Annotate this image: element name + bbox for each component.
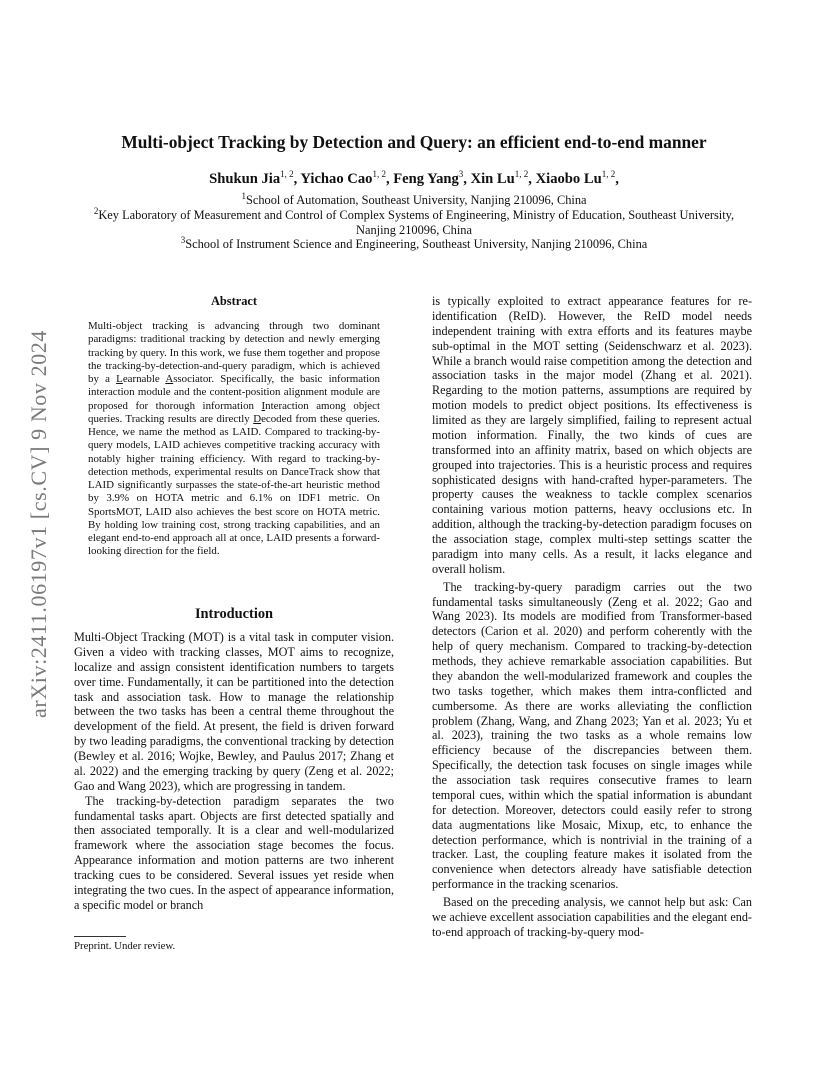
author-affiliation-mark: 1, 2: [601, 169, 616, 180]
affiliation-number: 1: [241, 190, 246, 201]
abstract-text-1: Multi-object tracking is advancing through two dominant paradigms: traditional tracking by detection and newly emerging tracking by query. In this work, we fuse them together and propose the tracking-by-detection-and-query paradigm, which is achieved by a: [88, 320, 380, 385]
affiliation-1: [90, 190, 738, 208]
footnote-rule: [74, 936, 126, 937]
arxiv-identifier: arXiv:2411.06197v1 [cs.CV] 9 Nov 2024: [26, 329, 51, 719]
affiliation-text: Key Laboratory of Measurement and Control of Complex Systems of Engineering, Ministry of Education, Southeast University, Nanjing 210096, China: [98, 208, 735, 237]
author-affiliation-mark: 1, 2: [372, 169, 386, 180]
affiliation-number: 2: [93, 205, 99, 216]
arxiv-sidebar: [28, 286, 50, 762]
affiliation-3: [90, 234, 738, 252]
body-paragraph-1: is typically exploited to extract appearance features for re-identification (ReID). However, the ReID model needs independent training with extra efforts and its features maybe sub-optimal in the MOT setting (Seidenschwarz et al. 2023). While a branch would raise competition among the detection and association tasks in the major model (Zhang et al. 2021). Regarding to the motion patterns, assumptions are required by motion models to predict object positions. Its effectiveness is limited as they are largely simplified, failing to represent actual motion information. Finally, the two kinds of cues are transformed into an affinity matrix, based on which objects are grouped into trajectories. This is a heuristic process and requires sophisticated designs with hand-crafted hyper-parameters. The property causes the weakness to tackle complex scenarios containing various motion patterns, heavy occlusions etc. In addition, although the tracking-by-detection paradigm focuses on the association stage, complex multi-step settings scatter the paradigm into many cells. As a result, it lacks elegance and overall holism.: [432, 294, 752, 576]
acronym-letter-l: L: [116, 373, 123, 385]
affiliation-text: School of Automation, Southeast University, Nanjing 210096, China: [245, 193, 587, 207]
abstract-paragraph: [88, 320, 380, 559]
author-name: Shukun Jia: [209, 171, 281, 187]
intro-paragraph-2: The tracking-by-detection paradigm separates the two fundamental tasks apart. Objects are first detected spatially and then associated temporally. It is a clear and well-modularized framework where the association stage becomes the focus. Appearance information and motion patterns are two inherent tracking cues to be considered. Several issues yet reside when integrating the two cues. In the aspect of appearance information, a specific model or branch: [74, 793, 394, 912]
author-separator: ,: [293, 171, 301, 187]
right-column-body: [432, 294, 752, 940]
body-paragraph-3: Based on the preceding analysis, we cannot help but ask: Can we achieve excellent association capabilities and the elegant end-to-end approach of tracking-by-query mod-: [432, 895, 752, 939]
body-paragraph-2: The tracking-by-query paradigm carries out the two fundamental tasks simultaneously (Zeng et al. 2022; Gao and Wang 2023). Its models are modified from Transformer-based detectors (Carion et al. 2020) and perform coherently with the help of query mechanism. Compared to tracking-by-detection methods, they achieve remarkable association capabilities. But they abandon the well-modularized framework and couples the two tasks together, which makes them intra-conflicted and cumbersome. As there are works alleviating the confliction problem (Zhang, Wang, and Zhang 2023; Yan et al. 2023; Yu et al. 2023), training the two tasks as a whole remains low efficiency because of the discrepancies between them. Specifically, the detection task focuses on single images while the association task requires consecutive frames to learn temporal cues, within which the spatial information is abundant for detection. Moreover, detectors could easily refer to strong data augmentations like Mosaic, Mixup, etc, to enhance the detection performance, which is nontrivial in the training of a tracker. Last, the coupling feature makes it isolated from the convenience when detectors already have satisfiable detection performance in the tracking scenarios.: [432, 579, 752, 892]
introduction-heading: Introduction: [194, 606, 274, 622]
abstract-text-interaction: nteraction: [265, 399, 309, 412]
affiliation-2: [90, 205, 738, 237]
abstract-text-learnable: earnable: [122, 373, 166, 385]
author-name: Xin Lu: [470, 171, 515, 187]
abstract-body: [88, 320, 380, 559]
author-separator: ,: [528, 171, 536, 187]
paper-title: Multi-object Tracking by Detection and Query: an efficient end-to-end manner: [121, 132, 707, 152]
author-name: Xiaobo Lu: [535, 171, 602, 187]
acronym-letter-d: D: [253, 412, 262, 425]
author-separator: ,: [385, 171, 394, 187]
author-affiliation-mark: 1, 2: [514, 169, 529, 180]
intro-paragraph-1: Multi-Object Tracking (MOT) is a vital task in computer vision. Given a video with tracking classes, MOT aims to recognize, localize and assign consistent identification numbers to targets over time. Fundamentally, it can be partitioned into the detection task and association task. How to manage the relationship between the two tasks has been a central theme throughout the development of the field. At present, the field is driven forward by two leading paradigms, the conventional tracking by detection (Bewley et al. 2016; Wojke, Bewley, and Paulus 2017; Zhang et al. 2022) and the emerging tracking by query (Zeng et al. 2022; Gao and Wang 2023), which are progressing in tandem.: [74, 630, 394, 793]
author-separator: ,: [615, 171, 619, 187]
acronym-letter-i: I: [261, 399, 266, 412]
acronym-letter-a: A: [165, 373, 174, 385]
abstract-text-decoded: ecoded: [261, 412, 292, 425]
abstract-text-associator: ssociator: [173, 373, 212, 385]
author-affiliation-mark: 1, 2: [280, 169, 294, 180]
affiliation-text: School of Instrument Science and Engineering, Southeast University, Nanjing 210096, China: [185, 237, 648, 251]
footnote-text: Preprint. Under review.: [74, 940, 176, 952]
affiliation-number: 3: [180, 234, 186, 245]
abstract-text-4: from these queries. Hence, we name the method as LAID. Compared to tracking-by-query models, LAID achieves competitive tracking accuracy with notably higher training efficiency. With regard to tracking-by-detection methods, experimental results on DanceTrack show that LAID significantly surpasses the state-of-the-art heuristic method by 3.9% on HOTA metric and 6.1% on IDF1 metric. On SportsMOT, LAID also achieves the best score on HOTA metric. By holding low training cost, strong tracking capabilities, and an elegant end-to-end approach all at once, LAID presents a forward-looking direction for the field.: [88, 412, 380, 558]
author-name: Feng Yang: [393, 171, 459, 187]
author-affiliation-mark: 3: [458, 169, 464, 180]
abstract-text-2: . Specifically, the basic information interaction module and the content-position alignment module are proposed for thorough information: [88, 373, 381, 412]
author-separator: ,: [463, 171, 471, 187]
left-column-body: [74, 630, 394, 913]
author-name: Yichao Cao: [300, 171, 373, 187]
abstract-heading: Abstract: [210, 294, 258, 308]
abstract-text-3: among object queries. Tracking results are directly: [88, 399, 380, 425]
author-list: [60, 169, 768, 189]
